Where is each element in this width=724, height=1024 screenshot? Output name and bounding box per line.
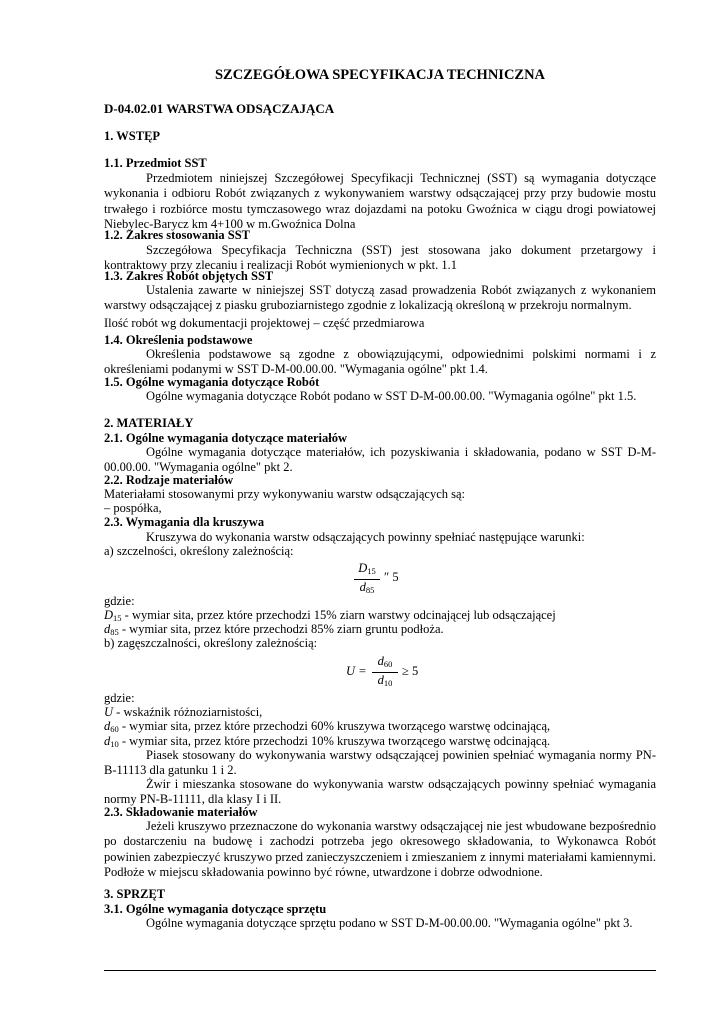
- definition-u-text: - wskaźnik różnoziarnistości,: [113, 705, 263, 719]
- formula-tightness: [354, 561, 414, 597]
- subsection-2-1-text: Ogólne wymagania dotyczące materiałów, ich pozyskiwania i składowania, podano w SST D-M-00.00.00. "Wymagania ogólne" pkt 2.: [104, 445, 656, 475]
- definition-d60-text: - wymiar sita, przez które przechodzi 60% kruszywa tworzącego warstwę odcinającą,: [118, 719, 551, 733]
- subsection-2-3-text: Kruszywa do wykonania warstw odsączających powinny spełniać następujące warunki:: [146, 530, 585, 544]
- symbol-d60-sub: 60: [110, 724, 119, 734]
- section-1-heading: 1. WSTĘP: [104, 129, 161, 143]
- formula-compactability: [346, 654, 426, 690]
- subsection-1-4-heading: 1.4. Określenia podstawowe: [104, 333, 253, 347]
- formula-1-relation: ″ 5: [384, 570, 399, 584]
- subsection-2-2-text: Materiałami stosowanymi przy wykonywaniu warstw odsączających są:: [104, 487, 466, 501]
- sand-requirement: Piasek stosowany do wykonywania warstwy odsączającej powinien spełniać wymagania normy PN-B-11113 dla gatunku 1 i 2.: [104, 748, 656, 778]
- list-item: – pospółka,: [104, 501, 162, 515]
- formula-1-denominator-sub: 85: [365, 585, 375, 596]
- formula-2-denominator-sub: 10: [383, 678, 393, 689]
- symbol-d10: d: [104, 734, 111, 748]
- formula-1-numerator-sub: 15: [367, 566, 376, 576]
- subsection-1-4-text: Określenia podstawowe są zgodne z obowiązującymi, odpowiednimi polskimi normami i z określeniami podanymi w SST D-M-00.00.00. "Wymagania ogólne" pkt 1.4.: [104, 347, 656, 377]
- subsection-2-3-heading: 2.3. Wymagania dla kruszywa: [104, 515, 265, 529]
- footer-divider: [104, 970, 656, 971]
- where-label-1: gdzie:: [104, 594, 135, 608]
- spec-code: D-04.02.01 WARSTWA ODSĄCZAJĄCA: [104, 101, 335, 116]
- subsection-3-1-heading: 3.1. Ogólne wymagania dotyczące sprzętu: [104, 902, 327, 916]
- subsection-storage-heading: 2.3. Składowanie materiałów: [104, 805, 258, 819]
- section-3-heading: 3. SPRZĘT: [104, 887, 166, 901]
- where-label-2: gdzie:: [104, 691, 135, 705]
- definition-d10-text: - wymiar sita, przez które przechodzi 10% kruszywa tworzącego warstwę odcinającą.: [118, 734, 551, 748]
- subsection-1-2-heading: 1.2. Zakres stosowania SST: [104, 228, 250, 242]
- symbol-u: U: [104, 705, 114, 719]
- subsection-3-1-text: Ogólne wymagania dotyczące sprzętu podano w SST D-M-00.00.00. "Wymagania ogólne" pkt 3.: [146, 916, 633, 930]
- condition-b: b) zagęszczalności, określony zależnością:: [104, 636, 318, 650]
- subsection-1-5-text: Ogólne wymagania dotyczące Robót podano w SST D-M-00.00.00. "Wymagania ogólne" pkt 1.5.: [146, 389, 637, 403]
- symbol-d85-sub: 85: [110, 627, 119, 637]
- subsection-1-2-text: Szczegółowa Specyfikacja Techniczna (SST) jest stosowana jako dokument przetargowy i kontraktowy przy zlecaniu i realizacji Robót wymienionych w pkt. 1.1: [104, 243, 656, 273]
- formula-2-relation: ≥ 5: [402, 664, 419, 678]
- subsection-storage-text: Jeżeli kruszywo przeznaczone do wykonania warstwy odsączającej nie jest wbudowane bezpośrednio po dostarczeniu na budowę i zachodzi potrzeba jego okresowego składowania, to Wykonawca Robót powinien zabezpieczyć kruszywo przed zanieczyszczeniem i zmieszaniem z innymi materiałami kamiennymi. Podłoże w miejscu składowania powinno być równe, utwardzone i dobrze odwodnione.: [104, 819, 656, 880]
- formula-1-numerator: D: [358, 561, 368, 575]
- section-2-heading: 2. MATERIAŁY: [104, 416, 194, 430]
- subsection-1-1-heading: 1.1. Przedmiot SST: [104, 156, 207, 170]
- formula-2-denominator: d: [377, 673, 384, 688]
- subsection-1-5-heading: 1.5. Ogólne wymagania dotyczące Robót: [104, 375, 320, 389]
- formula-2-lhs: U =: [346, 664, 367, 678]
- symbol-d15-sub: 15: [113, 613, 122, 623]
- formula-1-denominator: d: [359, 580, 366, 595]
- condition-a: a) szczelności, określony zależnością:: [104, 544, 294, 558]
- symbol-d85: d: [104, 622, 111, 636]
- gravel-requirement: Żwir i mieszanka stosowane do wykonywania warstw odsączających powinny spełniać wymagania normy PN-B-11111, dla klasy I i II.: [104, 777, 656, 807]
- subsection-1-1-text: Przedmiotem niniejszej Szczegółowej Specyfikacji Technicznej (SST) są wymagania dotyczące wykonania i odbioru Robót związanych z wykonywaniem warstwy odsączającej przy przy budowie mostu trwałego i rozbiórce mostu tymczasowego wraz dojazdami na potoku Gwoźnica w ciągu drogi powiatowej Niebylec-Barycz km 4+100 w m.Gwoźnica Dolna: [104, 171, 656, 232]
- subsection-1-3-heading: 1.3. Zakres Robót objętych SST: [104, 269, 274, 283]
- formula-2-numerator: d: [377, 654, 384, 668]
- symbol-d15: D: [104, 608, 114, 622]
- symbol-d10-sub: 10: [110, 739, 119, 749]
- formula-2-numerator-sub: 60: [383, 659, 393, 669]
- quantity-note: Ilość robót wg dokumentacji projektowej – część przedmiarowa: [104, 316, 425, 330]
- subsection-2-2-heading: 2.2. Rodzaje materiałów: [104, 473, 234, 487]
- definition-d85-text: - wymiar sita, przez które przechodzi 85% ziarn gruntu podłoża.: [118, 622, 444, 636]
- symbol-d60: d: [104, 719, 111, 733]
- subsection-2-1-heading: 2.1. Ogólne wymagania dotyczące materiałów: [104, 431, 348, 445]
- subsection-1-3-text: Ustalenia zawarte w niniejszej SST dotyczą zasad prowadzenia Robót związanych z wykonaniem warstwy odsączającej z piasku gruboziarnistego zgodnie z lokalizacją określoną w przekroju normalnym.: [104, 283, 656, 313]
- document-title: SZCZEGÓŁOWA SPECYFIKACJA TECHNICZNA: [214, 67, 546, 83]
- definition-d15-text: - wymiar sita, przez które przechodzi 15% ziarn warstwy odcinającej lub odsączającej: [121, 608, 556, 622]
